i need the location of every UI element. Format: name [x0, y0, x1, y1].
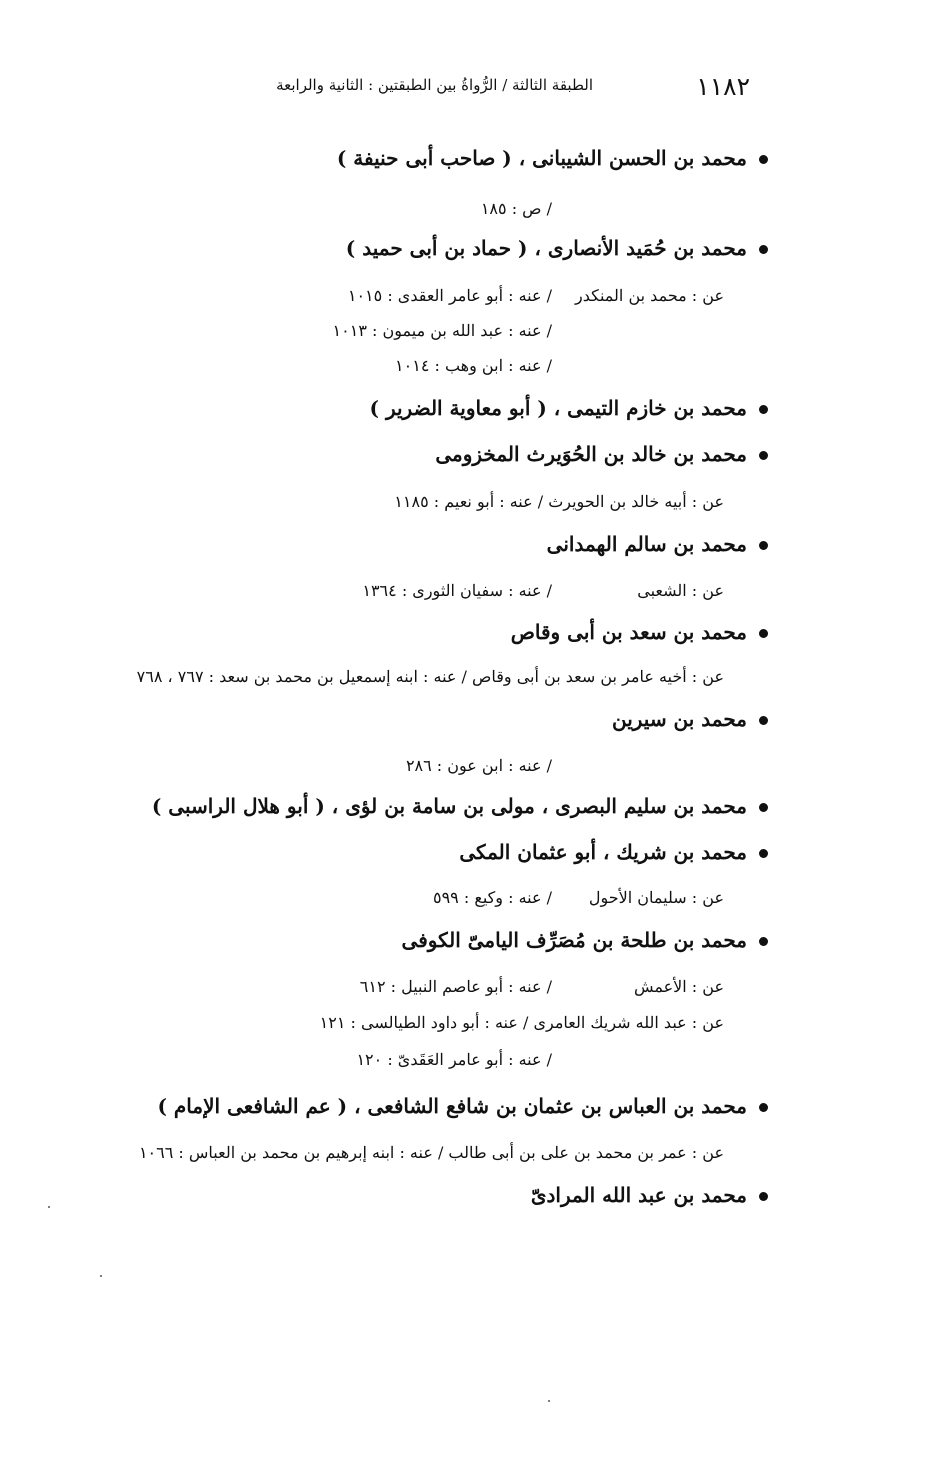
running-title: الطبقة الثالثة / الرُّواةُ بين الطبقتين : الثانية والرابعة	[276, 76, 593, 94]
bullet-icon	[759, 405, 768, 414]
page-number: ١١٨٢	[696, 72, 750, 101]
entry-heading	[511, 620, 768, 644]
bullet-icon	[759, 803, 768, 812]
entry-name: محمد بن عبد الله المرادىّ	[530, 1183, 747, 1207]
entry-name: محمد بن طلحة بن مُصَرِّف اليامىّ الكوفى	[401, 928, 747, 952]
entry-heading	[612, 707, 768, 731]
entry-heading	[346, 236, 768, 260]
narration-line: عن : أبيه خالد بن الحويرث / عنه : أبو نعيم : ١١٨٥	[394, 492, 724, 511]
narration-from: عن : سليمان الأحول	[588, 888, 724, 907]
narration-to: / عنه : عبد الله بن ميمون : ١٠١٣	[332, 321, 552, 340]
entry-name: محمد بن خازم التيمى ، ( أبو معاوية الضرير )	[369, 396, 747, 420]
entry-name: محمد بن سيرين	[611, 707, 747, 731]
entry-heading	[370, 396, 768, 420]
entry-heading	[435, 442, 768, 466]
entry-name: محمد بن سليم البصرى ، مولى بن سامة بن لؤى ، ( أبو هلال الراسبى )	[151, 794, 747, 818]
entry-heading	[547, 532, 768, 556]
entry-name: محمد بن سعد بن أبى وقاص	[510, 620, 747, 644]
scan-speck	[100, 1275, 102, 1277]
narration-to: / عنه : وكيع : ٥٩٩	[432, 888, 552, 907]
entry-name: محمد بن حُمَيد الأنصارى ، ( حماد بن أبى حميد )	[345, 236, 747, 260]
narration-to: / عنه : ابن وهب : ١٠١٤	[395, 356, 552, 375]
narration-line: عن : عمر بن محمد بن على بن أبى طالب / عنه : ابنه إبرهيم بن محمد بن العباس : ١٠٦٦	[138, 1143, 724, 1162]
entry-heading	[152, 794, 768, 818]
scan-speck	[548, 1400, 550, 1402]
bullet-icon	[759, 451, 768, 460]
narration-to: / عنه : أبو عاصم النبيل : ٦١٢	[359, 977, 552, 996]
entry-heading	[158, 1094, 769, 1118]
narration-from: عن : الأعمش	[633, 977, 724, 996]
narration-to: / عنه : أبو عامر العقدى : ١٠١٥	[347, 286, 552, 305]
narration-line: عن : أخيه عامر بن سعد بن أبى وقاص / عنه : ابنه إسمعيل بن محمد بن سعد : ٧٦٧ ، ٧٦٨	[136, 667, 724, 686]
entry-heading	[459, 840, 768, 864]
entry-heading	[531, 1183, 768, 1207]
entry-name: محمد بن سالم الهمدانى	[546, 532, 747, 556]
bullet-icon	[759, 1192, 768, 1201]
bullet-icon	[759, 245, 768, 254]
entry-name: محمد بن شريك ، أبو عثمان المكى	[459, 840, 747, 864]
entry-name: محمد بن خالد بن الحُوَيرث المخزومى	[435, 442, 747, 466]
narration-to: / عنه : أبو عامر العَقَدىّ : ١٢٠	[356, 1050, 552, 1069]
narration-line: عن : عبد الله شريك العامرى / عنه : أبو داود الطيالسى : ١٢١	[319, 1013, 724, 1032]
entry-name: محمد بن العباس بن عثمان بن شافع الشافعى ، ( عم الشافعى الإمام )	[157, 1094, 747, 1118]
narration-from: عن : محمد بن المنكدر	[575, 286, 724, 305]
entry-heading	[402, 928, 768, 952]
narration-line: / عنه : ابن عون : ٢٨٦	[405, 756, 552, 775]
narration-to: / عنه : سفيان الثورى : ١٣٦٤	[362, 581, 552, 600]
bullet-icon	[759, 937, 768, 946]
bullet-icon	[759, 716, 768, 725]
scan-speck	[48, 1206, 50, 1208]
bullet-icon	[759, 541, 768, 550]
entry-name: محمد بن الحسن الشيبانى ، ( صاحب أبى حنيفة )	[336, 146, 747, 170]
bullet-icon	[759, 1103, 768, 1112]
narration-line: / ص : ١٨٥	[480, 199, 552, 218]
bullet-icon	[759, 629, 768, 638]
narration-from: عن : الشعبى	[637, 581, 724, 600]
bullet-icon	[759, 849, 768, 858]
bullet-icon	[759, 155, 768, 164]
entry-heading	[337, 146, 768, 170]
